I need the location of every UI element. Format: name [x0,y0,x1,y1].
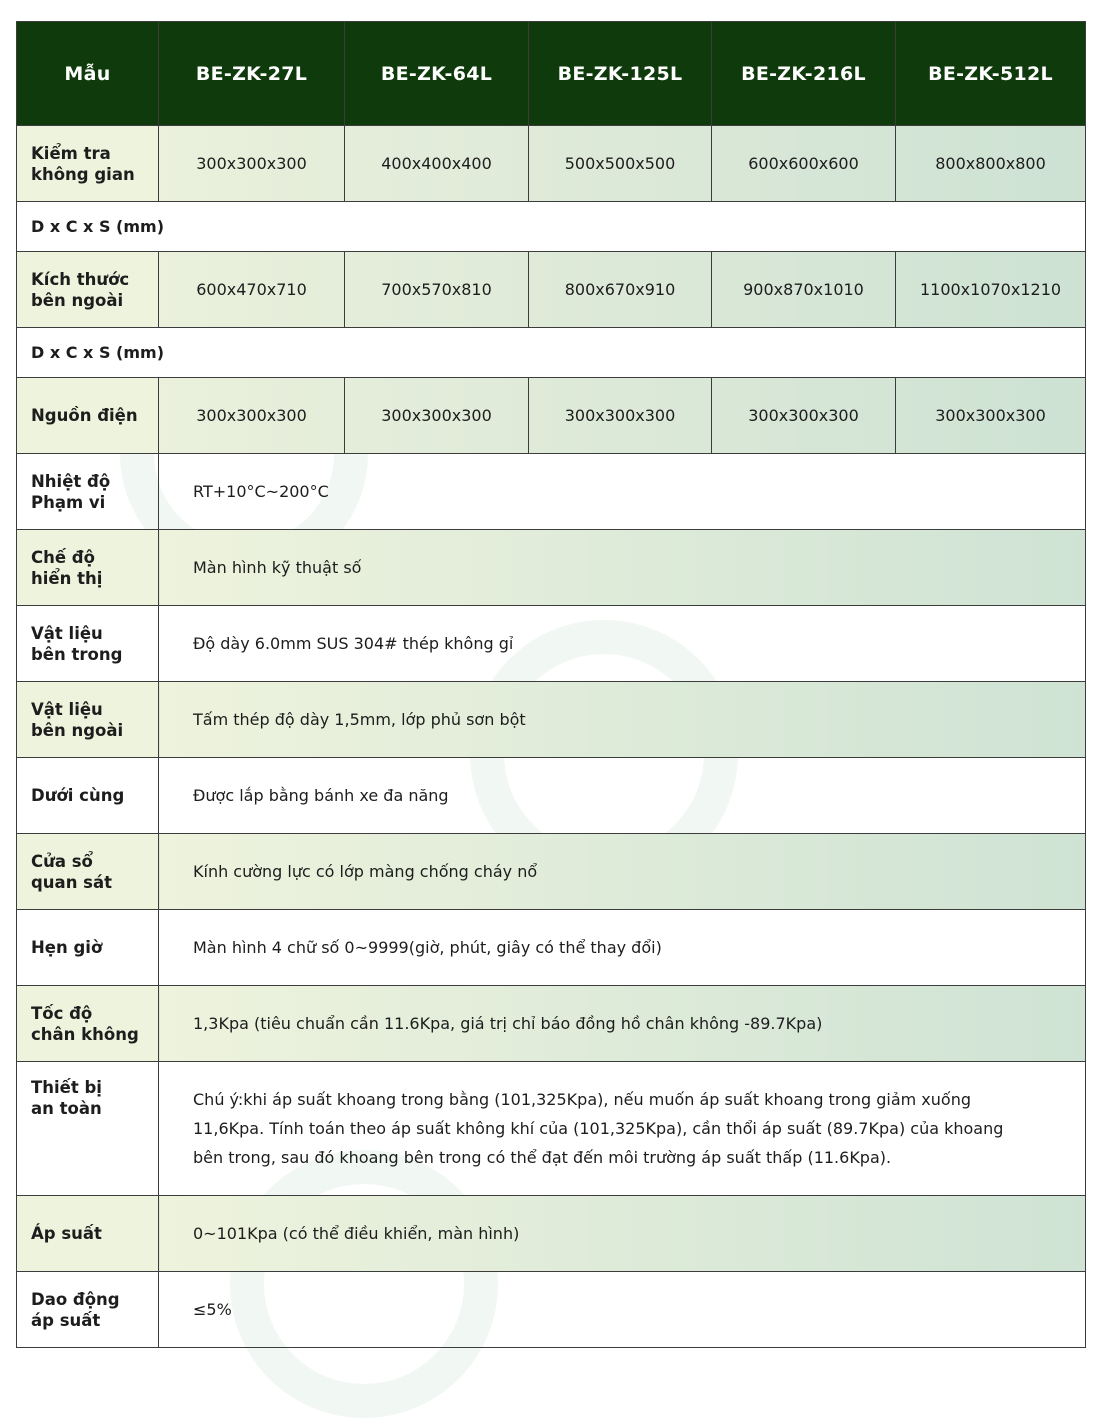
unit-note: D x C x S (mm) [17,328,1086,378]
label-line: Kích thước [31,269,130,289]
spec-table [16,21,1086,1348]
label-line: không gian [31,164,135,184]
row-label [17,530,159,606]
row-label [17,834,159,910]
table-cell: 300x300x300 [712,378,896,454]
row-temperature [17,454,1086,530]
table-cell: 1100x1070x1210 [896,252,1086,328]
label-line: áp suất [31,1310,101,1330]
table-cell: 300x300x300 [159,378,345,454]
table-cell: 800x670x910 [529,252,712,328]
row-pressure-fluctuation [17,1272,1086,1348]
label-line: Nhiệt độ [31,471,111,491]
row-label: Áp suất [17,1196,159,1272]
unit-note: D x C x S (mm) [17,202,1086,252]
table-cell: 300x300x300 [345,378,529,454]
table-cell: 800x800x800 [896,126,1086,202]
table-cell: Kính cường lực có lớp màng chống cháy nổ [159,834,1086,910]
table-cell: Tấm thép độ dày 1,5mm, lớp phủ sơn bột [159,682,1086,758]
label-line: Kiểm tra [31,143,111,163]
label-line: bên ngoài [31,720,124,740]
row-inner-material [17,606,1086,682]
header-model-125l: BE-ZK-125L [529,22,712,126]
table-cell: 0~101Kpa (có thể điều khiển, màn hình) [159,1196,1086,1272]
table-cell: 500x500x500 [529,126,712,202]
row-label [17,454,159,530]
label-line: Tốc độ [31,1003,93,1023]
table-cell: Màn hình 4 chữ số 0~9999(giờ, phút, giây có thể thay đổi) [159,910,1086,986]
table-cell: 300x300x300 [159,126,345,202]
row-label [17,252,159,328]
table-cell: Được lắp bằng bánh xe đa năng [159,758,1086,834]
header-model-512l: BE-ZK-512L [896,22,1086,126]
table-cell: 1,3Kpa (tiêu chuẩn cần 11.6Kpa, giá trị chỉ báo đồng hồ chân không -89.7Kpa) [159,986,1086,1062]
table-cell: 300x300x300 [529,378,712,454]
row-window [17,834,1086,910]
label-line: bên trong [31,644,123,664]
row-label [17,126,159,202]
row-safety [17,1062,1086,1196]
label-line: Phạm vi [31,492,106,512]
row-label: Hẹn giờ [17,910,159,986]
row-bottom [17,758,1086,834]
row-label [17,606,159,682]
row-outer-material [17,682,1086,758]
label-line: Dao động [31,1289,120,1309]
label-line: Vật liệu [31,623,103,643]
header-model-27l: BE-ZK-27L [159,22,345,126]
label-line: bên ngoài [31,290,124,310]
row-display-mode [17,530,1086,606]
header-row [17,22,1086,126]
row-power [17,378,1086,454]
row-label [17,986,159,1062]
row-label [17,682,159,758]
table-cell: RT+10°C~200°C [159,454,1086,530]
label-line: Cửa sổ [31,851,93,871]
table-cell: Chú ý:khi áp suất khoang trong bằng (101,325Kpa), nếu muốn áp suất khoang trong giảm xuống 11,6Kpa. Tính toán theo áp suất không khí của (101,325Kpa), cần thổi áp suất (89.7Kpa) của khoang bên trong, sau đó khoang bên trong có thể đạt đến môi trường áp suất thấp (11.6Kpa). [159,1062,1086,1196]
row-vacuum-speed [17,986,1086,1062]
header-model-label: Mẫu [17,22,159,126]
row-unit-note [17,328,1086,378]
row-label: Dưới cùng [17,758,159,834]
row-test-space [17,126,1086,202]
table-cell: 700x570x810 [345,252,529,328]
header-model-216l: BE-ZK-216L [712,22,896,126]
table-cell: 400x400x400 [345,126,529,202]
table-cell: ≤5% [159,1272,1086,1348]
row-label [17,1062,159,1196]
table-cell: 300x300x300 [896,378,1086,454]
header-model-64l: BE-ZK-64L [345,22,529,126]
label-line: Thiết bị [31,1078,102,1097]
label-line: quan sát [31,872,113,892]
row-pressure [17,1196,1086,1272]
label-line: chân không [31,1024,139,1044]
table-cell: Màn hình kỹ thuật số [159,530,1086,606]
label-line: an toàn [31,1099,102,1118]
label-line: Chế độ [31,547,95,567]
table-cell: 600x470x710 [159,252,345,328]
label-line: hiển thị [31,568,103,588]
row-label [17,1272,159,1348]
table-cell: 900x870x1010 [712,252,896,328]
row-unit-note [17,202,1086,252]
row-external-size [17,252,1086,328]
row-label: Nguồn điện [17,378,159,454]
table-cell: 600x600x600 [712,126,896,202]
table-cell: Độ dày 6.0mm SUS 304# thép không gỉ [159,606,1086,682]
label-line: Vật liệu [31,699,103,719]
row-timer [17,910,1086,986]
